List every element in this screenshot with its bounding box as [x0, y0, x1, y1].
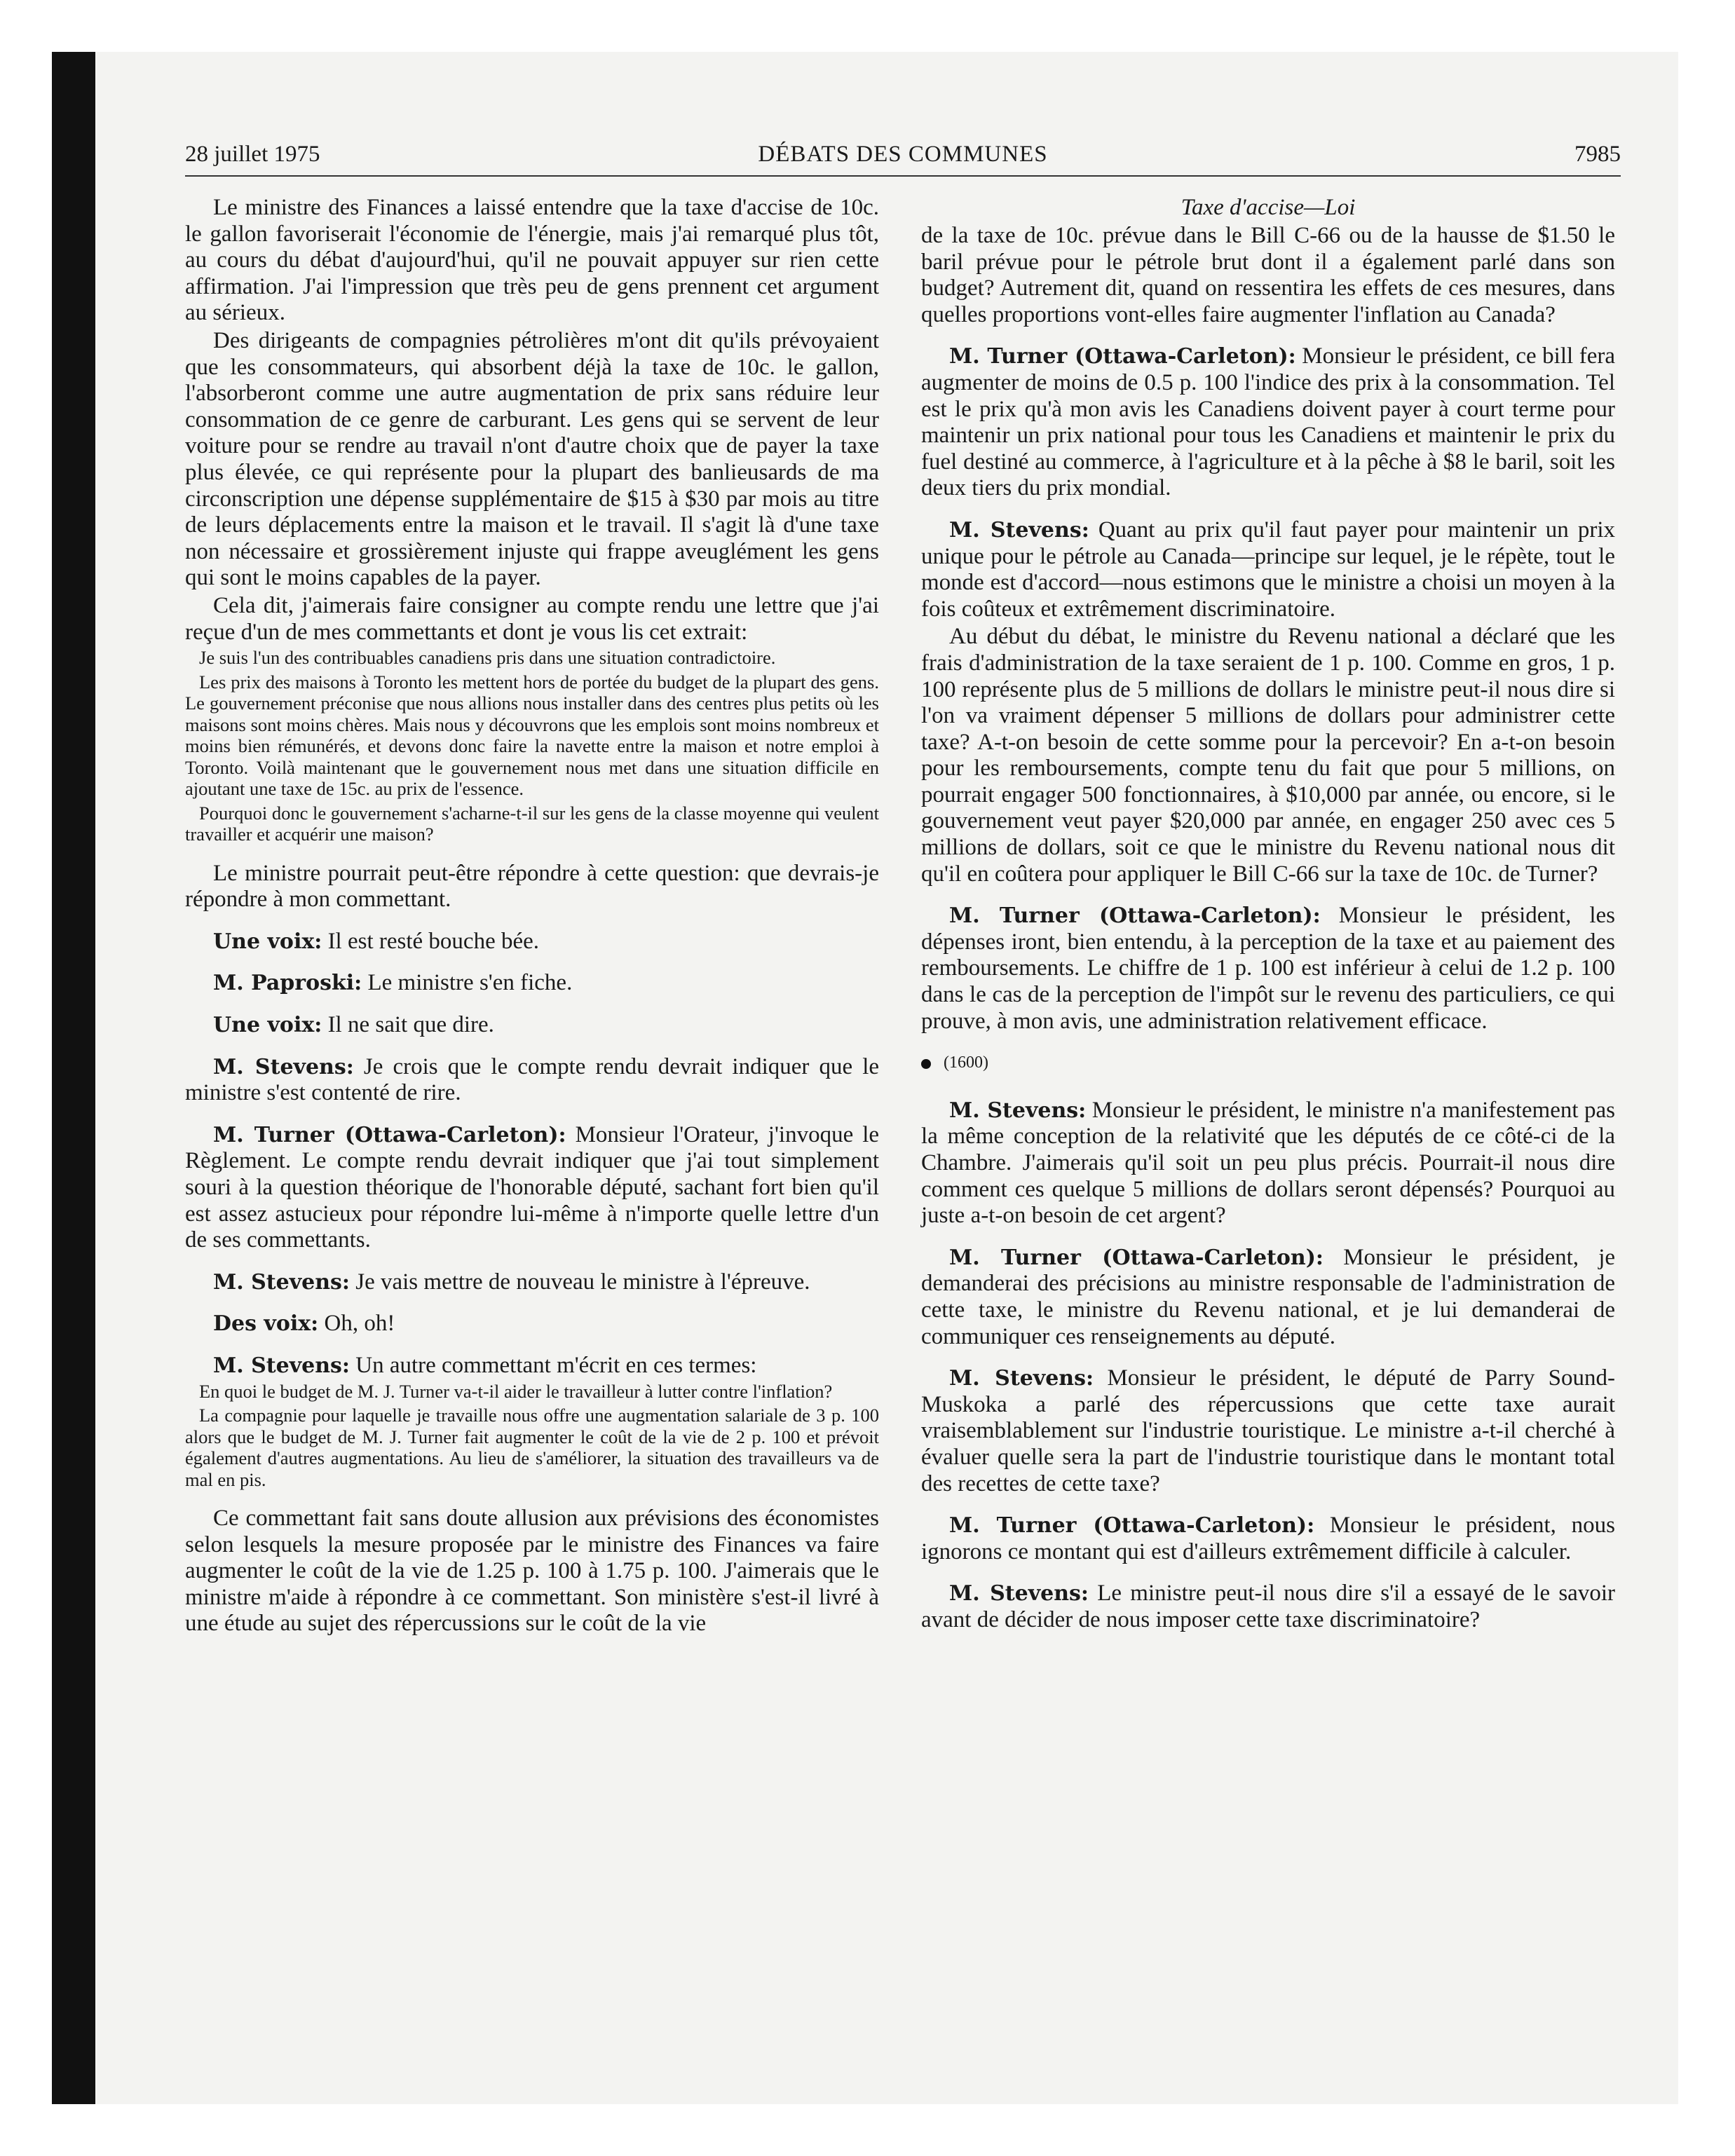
paragraph-text: Le ministre peut-il nous dire s'il a essayé de le savoir avant de décider de nous imposer cette taxe discriminatoire? [921, 1581, 1615, 1632]
speech-paragraph [921, 1098, 1615, 1229]
paragraph-text: Il est resté bouche bée. [327, 928, 540, 954]
speaker-name: M. Stevens: [949, 1366, 1094, 1391]
speaker-name: M. Stevens: [949, 517, 1089, 543]
paragraph-text: Au début du débat, le ministre du Revenu national a déclaré que les frais d'administration de la taxe seraient de 1 p. 100. Comme en gros, 1 p. 100 représente plus de 5 millions de dollars le ministre peut-il nous dire si l'on va vraiment dépenser 5 millions de dollars pour administrer cette taxe? A-t-on besoin de cette somme pour la percevoir? En a-t-on besoin pour les remboursements, compte tenu du fait que pour 5 millions, on pourrait engager 500 fonctionnaires, à $10,000 par année, ou encore, si le gouvernement veut payer $20,000 par année, en engager 250 avec ces 5 millions de dollars, soit ce que le ministre du Revenu national nous dit qu'il en coûtera pour appliquer le Bill C-66 sur la taxe de 10c. de Turner? [921, 624, 1615, 887]
quoted-letter-paragraph [185, 647, 879, 669]
quoted-letter-paragraph [185, 1405, 879, 1490]
body-paragraph [921, 223, 1615, 328]
header-title: DÉBATS DES COMMUNES [758, 142, 1048, 167]
speaker-name: M. Turner (Ottawa-Carleton): [949, 1513, 1315, 1538]
speaker-name: M. Turner (Ottawa-Carleton): [949, 344, 1296, 369]
quoted-letter-paragraph [185, 1381, 879, 1403]
speech-paragraph [185, 1122, 879, 1254]
running-header [185, 137, 1621, 177]
paragraph-text: Un autre commettant m'écrit en ces termes: [355, 1352, 757, 1378]
paragraph-text: Pourquoi donc le gouvernement s'acharne-t-il sur les gens de la classe moyenne qui veulent travailler et acquérir une maison? [185, 802, 879, 845]
speech-paragraph [921, 1245, 1615, 1350]
speech-paragraph [921, 1365, 1615, 1497]
body-paragraph [921, 624, 1615, 887]
speech-paragraph [185, 1012, 879, 1039]
paragraph-text: Le ministre s'en fiche. [367, 970, 573, 996]
paragraph-text: Quant au prix qu'il faut payer pour maintenir un prix unique pour le pétrole au Canada—principe sur lequel, je le répète, tout le monde est d'accord—nous estimons que le ministre a choisi un moyen à la fois coûteux et extrêmement discriminatoire. [921, 517, 1615, 622]
paragraph-text: de la taxe de 10c. prévue dans le Bill C-66 ou de la hausse de $1.50 le baril prévue pour le pétrole brut dont il a également parlé dans son budget? Autrement dit, quand on ressentira les effets de ces mesures, dans quelles proportions vont-elles faire augmenter l'inflation au Canada? [921, 223, 1615, 327]
paragraph-text: Le ministre pourrait peut-être répondre à cette question: que devrais-je répondre à mon commettant. [185, 860, 879, 913]
paragraph-text: Monsieur le président, nous ignorons ce montant qui est d'ailleurs extrêmement difficile à calculer. [921, 1513, 1616, 1564]
paragraph-text: La compagnie pour laquelle je travaille nous offre une augmentation salariale de 3 p. 100 alors que le budget de M. J. Turner fait augmenter le coût de la vie de 2 p. 100 et prévoit également d'autres augmentations. Au lieu de s'améliorer, la situation des travailleurs va de mal en pis. [185, 1405, 879, 1490]
speech-paragraph [185, 970, 879, 997]
paragraph-text: Cela dit, j'aimerais faire consigner au compte rendu une lettre que j'ai reçue d'un de mes commettants et dont je vous lis cet extrait: [185, 592, 879, 645]
time-marker-text: (1600) [944, 1053, 988, 1072]
header-page-number: 7985 [1574, 142, 1621, 167]
speech-paragraph [185, 1269, 879, 1296]
right-column [921, 195, 1615, 1635]
speaker-name: Une voix: [213, 1012, 322, 1037]
speech-paragraph [921, 517, 1615, 622]
speaker-name: M. Stevens: [949, 1581, 1089, 1606]
body-paragraph [185, 593, 879, 646]
paragraph-text: Des dirigeants de compagnies pétrolières m'ont dit qu'ils prévoyaient que les consommateurs, qui absorbent déjà la taxe de 10c. le gallon, l'absorberont comme une autre augmentation de prix sans réduire leur consommation de ce genre de carburant. Les gens qui se servent de leur voiture pour se rendre au travail n'ont d'autre choix que de payer la taxe plus élevée, ce qui représente pour la plupart des banlieusards de ma circonscription une dépense supplémentaire de $15 à $30 par mois au titre de leurs déplacements entre la maison et le travail. Il s'agit là d'une taxe non nécessaire et grossièrement injuste qui frappe aveuglément les gens qui sont le moins capables de la payer. [185, 327, 879, 591]
left-column [185, 195, 879, 1639]
speech-paragraph [921, 1513, 1615, 1565]
paragraph-text: Je vais mettre de nouveau le ministre à l'épreuve. [355, 1269, 810, 1295]
quoted-letter-paragraph [185, 671, 879, 800]
speech-paragraph [185, 1054, 879, 1107]
speaker-name: M. Stevens: [213, 1269, 350, 1295]
paragraph-text: Monsieur le président, le ministre n'a manifestement pas la même conception de la relativité que les députés de ce côté-ci de la Chambre. J'aimerais qu'il soit un peu plus précis. Pourrait-il nous dire comment ces quelque 5 millions de dollars seront dépensés? Pourquoi au juste a-t-on besoin de cet argent? [921, 1097, 1616, 1229]
paragraph-text: Je crois que le compte rendu devrait indiquer que le ministre s'est contenté de rire. [185, 1053, 880, 1106]
paragraph-text: Monsieur le président, ce bill fera augmenter de moins de 0.5 p. 100 l'indice des prix à la consommation. Tel est le prix qu'à mon avis les Canadiens doivent payer à court terme pour maintenir un prix national pour tous les Canadiens et maintenir le prix du fuel destiné au commerce, à l'agriculture et à la pêche à $8 le baril, soit les deux tiers du prix mondial. [921, 343, 1615, 501]
paragraph-text: Monsieur le président, le député de Parry Sound-Muskoka a parlé des répercussions que cette taxe aurait vraisemblablement sur l'industrie touristique. Le ministre a-t-il cherché à évaluer quelle sera la part de l'industrie touristique dans le montant total des recettes de cette taxe? [921, 1365, 1616, 1496]
time-marker [921, 1050, 1615, 1077]
header-date: 28 juillet 1975 [185, 142, 320, 167]
bullet-icon [921, 1059, 931, 1069]
speech-paragraph [921, 343, 1615, 502]
body-paragraph [185, 195, 879, 327]
body-paragraph [185, 1506, 879, 1637]
section-title: Taxe d'accise—Loi [1181, 195, 1356, 220]
speech-paragraph [185, 1353, 879, 1379]
speaker-name: M. Stevens: [949, 1098, 1087, 1123]
speaker-name: M. Turner (Ottawa-Carleton): [949, 1245, 1324, 1270]
paragraph-text: Les prix des maisons à Toronto les mettent hors de portée du budget de la plupart des gens. Le gouvernement préconise que nous allions nous installer dans des centres plus petits où les maisons sont moins chères. Mais nous y découvrons que les emplois sont moins nombreux et moins bien rémunérés, et devons donc faire la navette entre la maison et notre emploi à Toronto. Voilà maintenant que le gouvernement nous met dans une situation difficile en ajoutant une taxe de 15c. au prix de l'essence. [185, 671, 879, 800]
speech-paragraph [185, 1311, 879, 1337]
paragraph-text: Monsieur l'Orateur, j'invoque le Règlement. Le compte rendu devrait indiquer que j'ai tout simplement souri à la question théorique de l'honorable député, sachant fort bien qu'il est assez astucieux pour répondre lui-même à n'importe quelle lettre d'un de ses commettants. [185, 1121, 880, 1253]
paragraph-text: Monsieur le président, les dépenses iront, bien entendu, à la perception de la taxe et au paiement des remboursements. Le chiffre de 1 p. 100 est inférieur à celui de 1.2 p. 100 dans le cas de la perception de l'impôt sur le revenu des particuliers, ce qui prouve, à mon avis, une administration relativement efficace. [921, 903, 1616, 1034]
paragraph-text: Monsieur le président, je demanderai des précisions au ministre responsable de l'administration de cette taxe, le ministre du Revenu national, et je lui demanderai de communiquer ces renseignements au député. [921, 1244, 1616, 1349]
document-page [185, 137, 1621, 2086]
paragraph-text: Il ne sait que dire. [327, 1011, 494, 1037]
speech-paragraph [921, 1581, 1615, 1633]
body-paragraph [185, 328, 879, 592]
speech-paragraph [185, 929, 879, 955]
body-paragraph [185, 861, 879, 913]
quoted-letter-paragraph [185, 803, 879, 845]
paragraph-text: En quoi le budget de M. J. Turner va-t-il aider le travailleur à lutter contre l'inflation? [199, 1380, 833, 1402]
paragraph-text: Le ministre des Finances a laissé entendre que la taxe d'accise de 10c. le gallon favoriserait l'économie de l'énergie, mais j'ai remarqué plus tôt, au cours du débat d'aujourd'hui, qu'il ne pouvait appuyer sur rien cette affirmation. J'ai l'impression que très peu de gens prennent cet argument au sérieux. [185, 195, 879, 326]
speaker-name: M. Turner (Ottawa-Carleton): [949, 903, 1321, 929]
speaker-name: M. Turner (Ottawa-Carleton): [213, 1122, 566, 1147]
speaker-name: M. Paproski: [213, 971, 362, 996]
paragraph-text: Oh, oh! [324, 1311, 395, 1337]
speech-paragraph [921, 903, 1615, 1035]
speaker-name: Des voix: [213, 1311, 319, 1337]
speaker-name: Une voix: [213, 929, 322, 954]
paragraph-text: Ce commettant fait sans doute allusion aux prévisions des économistes selon lesquels la mesure proposée par le ministre des Finances va faire augmenter le coût de la vie de 1.25 p. 100 à 1.75 p. 100. J'aimerais que le ministre m'aide à répondre à ce commettant. Son ministère s'est-il livré à une étude au sujet des répercussions sur le coût de la vie [185, 1506, 879, 1637]
scan-binding-edge [52, 52, 95, 2104]
speaker-name: M. Stevens: [213, 1054, 354, 1079]
speaker-name: M. Stevens: [213, 1353, 350, 1378]
paragraph-text: Je suis l'un des contribuables canadiens pris dans une situation contradictoire. [199, 647, 776, 669]
